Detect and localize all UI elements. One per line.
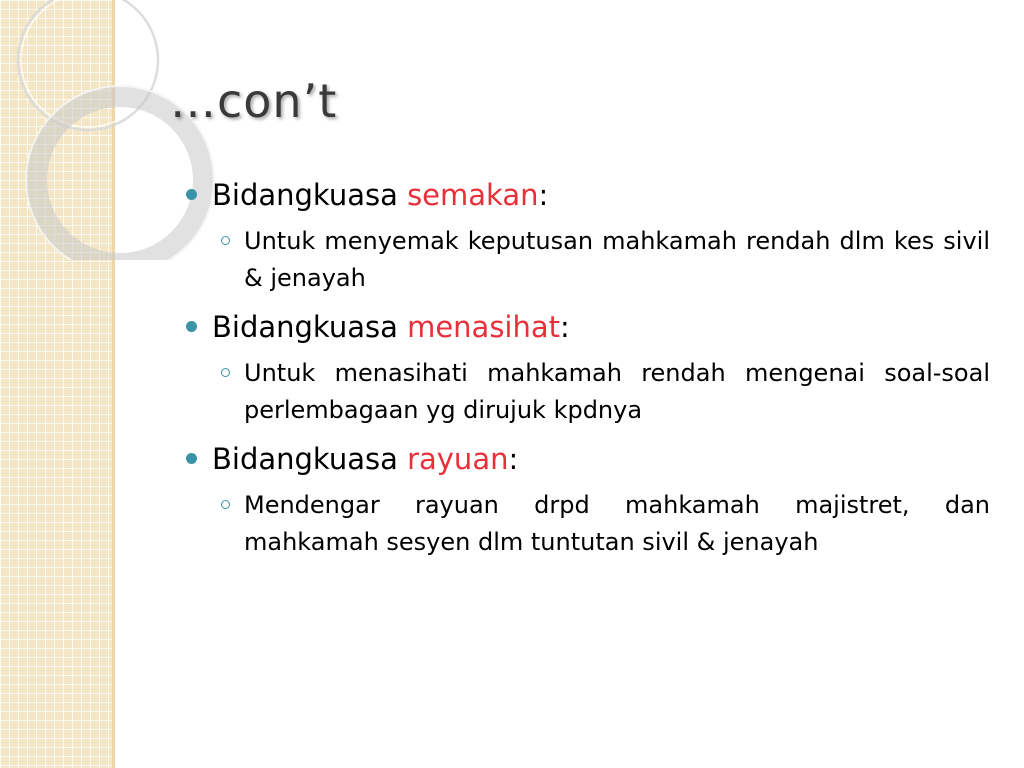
sub-bullet-item <box>184 223 990 297</box>
slide-title: …con’t <box>170 74 338 128</box>
bullet-dot-icon <box>186 453 197 464</box>
sub-bullet-ring-icon <box>221 500 230 509</box>
sub-bullet-ring-icon <box>221 368 230 377</box>
bullet-item <box>184 175 990 215</box>
sub-bullet-text: Untuk menasihati mahkamah rendah mengenai soal-soal perlembagaan yg dirujuk kpdnya <box>244 359 990 424</box>
bullet-dot-icon <box>186 321 197 332</box>
sub-bullet-item <box>184 355 990 429</box>
bullet-suffix: : <box>508 442 519 476</box>
bullet-highlight: menasihat <box>407 310 561 344</box>
bullet-suffix: : <box>560 310 570 344</box>
sub-bullet-ring-icon <box>221 236 230 245</box>
bullet-list <box>184 175 990 571</box>
bullet-highlight: semakan <box>407 178 539 212</box>
sub-bullet-text: Untuk menyemak keputusan mahkamah rendah dlm kes sivil & jenayah <box>244 227 990 292</box>
bullet-item <box>184 439 990 479</box>
bullet-highlight: rayuan <box>407 442 509 476</box>
bullet-prefix: Bidangkuasa <box>212 178 408 212</box>
sub-bullet-text: Mendengar rayuan drpd mahkamah majistret, dan mahkamah sesyen dlm tuntutan sivil & jenayah <box>244 491 990 556</box>
sub-bullet-item <box>184 487 990 561</box>
bullet-suffix: : <box>538 178 549 212</box>
bullet-prefix: Bidangkuasa <box>212 442 408 476</box>
bullet-prefix: Bidangkuasa <box>212 310 408 344</box>
bullet-dot-icon <box>186 189 197 200</box>
bullet-item <box>184 307 990 347</box>
